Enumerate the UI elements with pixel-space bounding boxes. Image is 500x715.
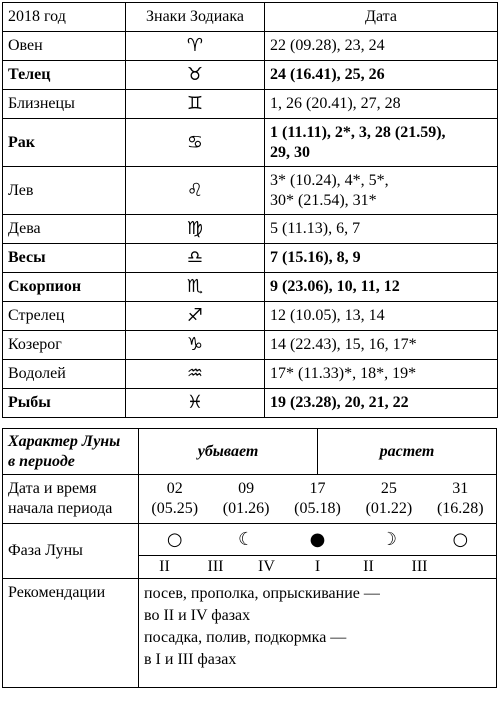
moon-quarter: II — [363, 558, 374, 575]
zodiac-sign-name: Рыбы — [3, 389, 126, 418]
zodiac-sign-name: Водолей — [3, 360, 126, 389]
zodiac-dates: 14 (22.43), 15, 16, 17* — [265, 331, 498, 360]
period-start — [282, 479, 353, 519]
zodiac-rows — [3, 32, 498, 418]
period-time: (05.25) — [151, 500, 199, 517]
zodiac-dates: 12 (10.05), 13, 14 — [265, 302, 498, 331]
zodiac-row — [3, 215, 498, 244]
moon-quarter: I — [314, 558, 321, 575]
zodiac-row — [3, 244, 498, 273]
header-year: 2018 год — [3, 3, 126, 32]
zodiac-sign-name: Весы — [3, 244, 126, 273]
zodiac-dates: 19 (23.28), 20, 21, 22 — [265, 389, 498, 418]
zodiac-sign-name: Стрелец — [3, 302, 126, 331]
moon-phase-icon: ○ — [452, 528, 469, 550]
zodiac-dates-line: 30* (21.54), 31* — [270, 191, 377, 209]
zodiac-dates: 5 (11.13), 6, 7 — [265, 215, 498, 244]
moon-phase-icon: ● — [309, 528, 326, 550]
moon-phase-icon: ☽ — [380, 528, 397, 550]
period-time: (05.18) — [294, 500, 341, 517]
period-start — [425, 479, 496, 519]
zodiac-dates-line: 1 (11.11), 2*, 3, 28 (21.59), — [270, 123, 446, 141]
moon-character-row — [3, 429, 497, 475]
zodiac-dates: 1, 26 (20.41), 27, 28 — [265, 90, 498, 119]
zodiac-symbol-icon: ♊ — [126, 90, 265, 119]
zodiac-dates: 24 (16.41), 25, 26 — [265, 61, 498, 90]
period-day: 25 — [380, 480, 397, 497]
zodiac-sign-name: Дева — [3, 215, 126, 244]
header-date: Дата — [265, 3, 498, 32]
zodiac-symbol-icon: ♈ — [126, 32, 265, 61]
period-day: 09 — [238, 480, 255, 497]
period-day: 17 — [309, 480, 326, 497]
zodiac-dates: 22 (09.28), 23, 24 — [265, 32, 498, 61]
zodiac-sign-name: Близнецы — [3, 90, 126, 119]
moon-phase-icon: ○ — [166, 528, 183, 550]
phase-row — [3, 524, 497, 556]
zodiac-symbol-icon: ♎ — [126, 244, 265, 273]
zodiac-symbol-icon: ♐ — [126, 302, 265, 331]
zodiac-sign-name: Скорпион — [3, 273, 126, 302]
header-signs: Знаки Зодиака — [126, 3, 265, 32]
zodiac-sign-name: Лев — [3, 167, 126, 215]
zodiac-row — [3, 61, 498, 90]
zodiac-symbol-icon: ♏ — [126, 273, 265, 302]
zodiac-symbol-icon: ♑ — [126, 331, 265, 360]
zodiac-symbol-icon: ♍ — [126, 215, 265, 244]
zodiac-row — [3, 90, 498, 119]
zodiac-header-row — [3, 3, 498, 32]
zodiac-dates — [265, 167, 498, 215]
period-time: (01.22) — [365, 500, 413, 517]
zodiac-symbol-icon: ♋ — [126, 119, 265, 167]
period-dates — [139, 475, 497, 524]
zodiac-dates-line: 29, 30 — [270, 143, 310, 161]
zodiac-row — [3, 167, 498, 215]
zodiac-symbol-icon: ♌ — [126, 167, 265, 215]
zodiac-symbol-icon: ♒ — [126, 360, 265, 389]
period-time: (16.28) — [436, 500, 484, 517]
calendar-frame — [2, 2, 497, 688]
zodiac-sign-name: Телец — [3, 61, 126, 90]
period-start — [210, 479, 281, 519]
period-start — [139, 479, 210, 519]
moon-character-label: Характер Луны в периоде — [3, 429, 139, 475]
moon-quarter: II — [159, 558, 170, 575]
moon-quarter: III — [207, 558, 224, 575]
zodiac-sign-name: Рак — [3, 119, 126, 167]
moon-quarter: IV — [258, 558, 275, 575]
zodiac-dates-line: 3* (10.24), 4*, 5*, — [270, 171, 389, 189]
period-day: 31 — [452, 480, 469, 497]
period-start — [353, 479, 424, 519]
quarter-numbers — [139, 556, 497, 579]
recommendations-text: посев, прополка, опрыскивание — во II и IV фазах посадка, полив, подкормка — в I и III фазах — [139, 579, 497, 688]
zodiac-row — [3, 360, 498, 389]
moon-phase-icon: ☾ — [238, 528, 255, 550]
zodiac-row — [3, 32, 498, 61]
recommendations-row — [3, 579, 497, 688]
zodiac-dates: 9 (23.06), 10, 11, 12 — [265, 273, 498, 302]
zodiac-dates — [265, 119, 498, 167]
zodiac-table — [2, 2, 498, 418]
zodiac-row — [3, 302, 498, 331]
zodiac-row — [3, 331, 498, 360]
moon-table — [2, 428, 497, 688]
period-day: 02 — [166, 480, 183, 497]
waxing-label: растет — [318, 429, 497, 475]
recommendations-label: Рекомендации — [3, 579, 139, 688]
zodiac-symbol-icon: ♓ — [126, 389, 265, 418]
waning-label: убывает — [139, 429, 318, 475]
zodiac-sign-name: Козерог — [3, 331, 126, 360]
zodiac-sign-name: Овен — [3, 32, 126, 61]
phase-icons — [139, 524, 497, 556]
period-start-row — [3, 475, 497, 524]
zodiac-dates: 7 (15.16), 8, 9 — [265, 244, 498, 273]
zodiac-symbol-icon: ♉ — [126, 61, 265, 90]
zodiac-row — [3, 273, 498, 302]
period-time: (01.26) — [222, 500, 270, 517]
moon-quarter: III — [411, 558, 428, 575]
period-start-label: Дата и время начала периода — [3, 475, 139, 524]
zodiac-row — [3, 389, 498, 418]
zodiac-dates: 17* (11.33)*, 18*, 19* — [265, 360, 498, 389]
zodiac-row — [3, 119, 498, 167]
phase-label: Фаза Луны — [3, 524, 139, 579]
